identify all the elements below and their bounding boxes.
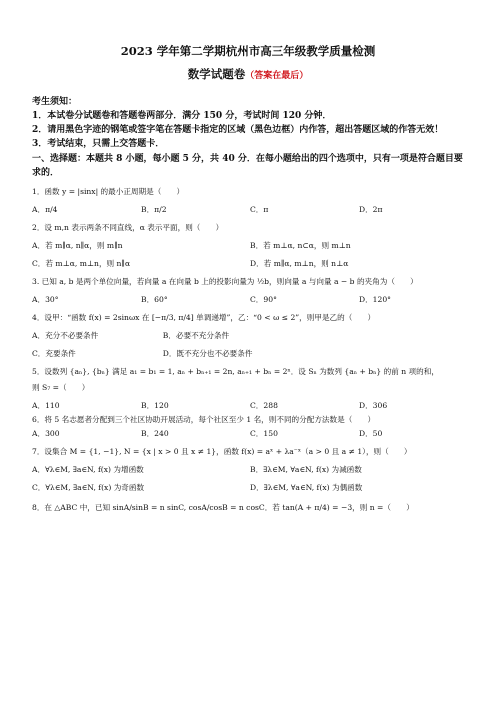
option-a: A．300 [32,429,60,438]
question-4-options-row1 [32,330,294,342]
question-2-options-row2 [32,258,468,270]
option-d: D．50 [359,429,383,438]
notice-item: 2．请用黑色字迹的钢笔或签字笔在答题卡指定的区域（黑色边框）内作答，超出答题区域的作答无效！ [32,125,444,135]
question-2-stem: 2．设 m,n 表示两条不同直线，α 表示平面，则（ ） [32,223,224,232]
option-b: B．必要不充分条件 [162,331,230,340]
option-b: B．120 [141,401,169,410]
option-a: A．充分不必要条件 [32,331,99,340]
option-d: D．∃λ∈M, ∀a∈N, f(x) 为偶函数 [250,483,363,492]
option-c: C．充要条件 [32,349,76,358]
question-4-stem: 4．设甲：“函数 f(x) = 2sinωx 在 [−π/3, π/4] 单调递增”，乙：“0 < ω ≤ 2”，则甲是乙的（ ） [32,313,376,322]
question-1-options [32,204,468,216]
question-5-stem-cont: 则 S₇ =（ ） [32,383,90,392]
page-subtitle [0,66,496,82]
question-6-options [32,428,468,440]
question-3-stem: 3. 已知 a, b 是两个单位向量，若向量 a 在向量 b 上的投影向量为 ½b，则向量 a 与向量 a − b 的夹角为（ ） [32,277,418,286]
notice-item: 1．本试卷分试题卷和答题卷两部分．满分 150 分，考试时间 120 分钟． [32,111,332,121]
option-c: C．90° [250,295,277,304]
option-b: B．60° [141,295,168,304]
exam-content [32,95,468,514]
option-d: D．120° [359,295,391,304]
option-b: B．240 [141,429,169,438]
option-c: C．∀λ∈M, ∃a∈N, f(x) 为奇函数 [32,483,145,492]
option-a: A．30° [32,295,59,304]
option-b: B．∃λ∈M, ∀a∈N, f(x) 为减函数 [250,465,362,474]
option-a: A．π/4 [32,205,58,214]
option-a: A．若 m∥α, n∥α，则 m∥n [32,241,123,250]
question-5-stem: 5．设数列 {aₙ}, {bₙ} 满足 a₁ = b₁ = 1, aₙ + bₙ₊₁ = 2n, aₙ₊₁ + bₙ = 2ⁿ．设 Sₙ 为数列 {aₙ + bₙ} 的前 n 项的和， [32,367,439,376]
question-4-options-row2 [32,348,294,360]
question-7-options-row2 [32,482,468,494]
question-1-stem: 1．函数 y = |sinx| 的最小正周期是（ ） [32,187,185,196]
notice-item: 3．考试结束，只需上交答题卡． [32,139,165,149]
question-6-stem: 6．将 5 名志愿者分配到三个社区协助开展活动，每个社区至少 1 名，则不同的分配方法数是（ ） [32,415,376,424]
subtitle-text: 数学试题卷 [187,67,246,81]
option-a: A．110 [32,401,60,410]
option-c: C．150 [250,429,278,438]
question-7-stem: 7．设集合 M = {1, −1}, N = {x | x > 0 且 x ≠ 1}，函数 f(x) = aˣ + λa⁻ˣ（a > 0 且 a ≠ 1），则（ ） [32,447,412,456]
option-b: B．π/2 [141,205,167,214]
question-2-options-row1 [32,240,468,252]
option-d: D．2π [359,205,383,214]
question-7-options-row1 [32,464,468,476]
option-c: C．288 [250,401,278,410]
page-title: 2023 学年第二学期杭州市高三年级教学质量检测 [120,44,376,58]
question-3-options [32,294,468,306]
option-c: C．π [250,205,269,214]
answer-note: （答案在最后） [245,71,309,81]
notice-heading: 考生须知： [32,97,78,107]
question-8-stem: 8．在 △ABC 中，已知 sinA/sinB = n sinC, cosA/cosB = n cosC．若 tan(A + π/4) = −3，则 n =（ ） [32,503,414,512]
option-a: A．∀λ∈M, ∃a∈N, f(x) 为增函数 [32,465,144,474]
option-d: D．既不充分也不必要条件 [162,349,253,358]
option-d: D．若 m∥α, m⊥n，则 n⊥α [250,259,349,268]
option-c: C．若 m⊥α, m⊥n，则 n∥α [32,259,131,268]
section-heading: 一、选择题：本题共 8 小题，每小题 5 分，共 40 分．在每小题给出的四个选项中，只有一项是符合题目要求的． [32,154,463,178]
question-5-options [32,400,468,412]
option-d: D．306 [359,401,388,410]
option-b: B．若 m⊥α, n⊂α，则 m⊥n [250,241,351,250]
